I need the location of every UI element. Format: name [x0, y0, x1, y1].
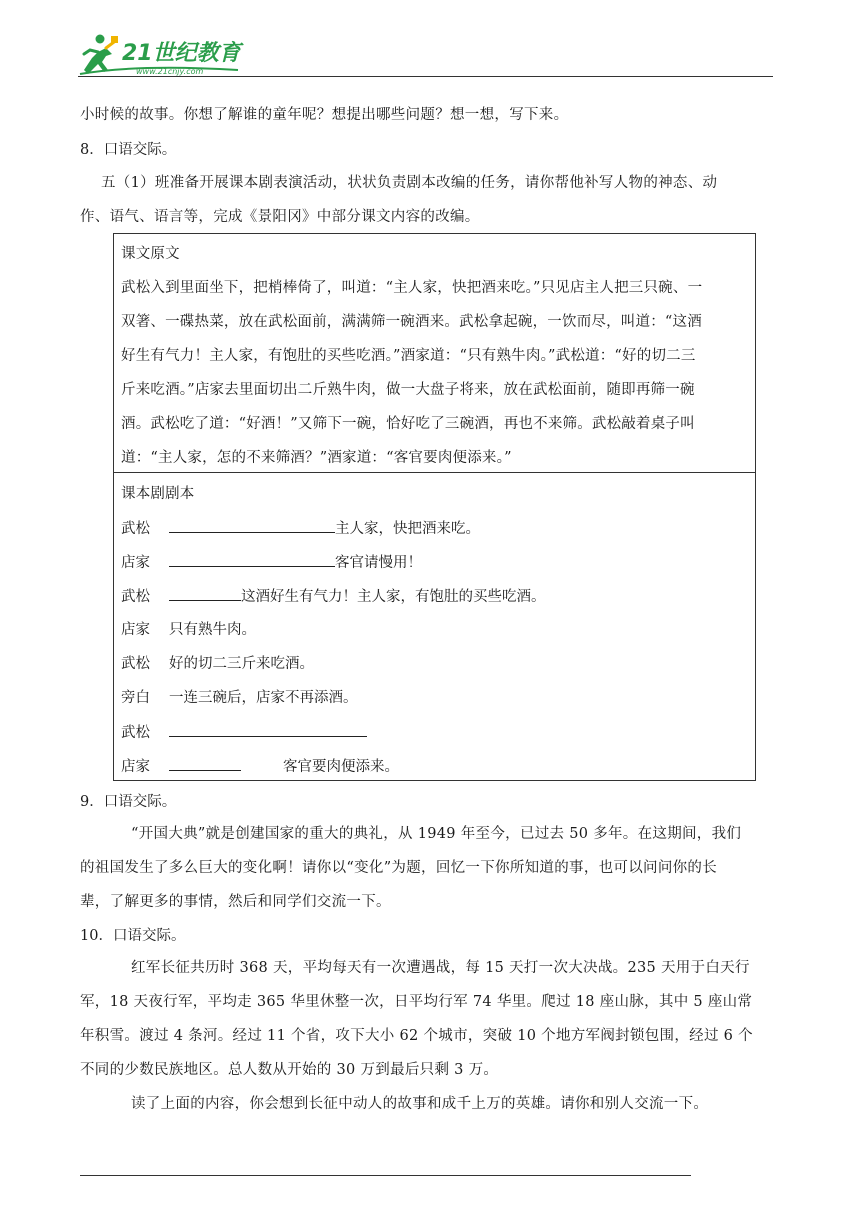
script-row: [121, 586, 546, 607]
script-row: [121, 620, 256, 640]
q9-number: 9．口语交际。: [80, 794, 177, 810]
page-header: [78, 30, 773, 80]
q10-number: 10．口语交际。: [80, 928, 186, 944]
answer-blank[interactable]: [169, 518, 335, 533]
q10-line: 年积雪。渡过 4 条河。经过 11 个省，攻下大小 62 个城市，突破 10 个地方军阀封锁包围，经过 6 个: [80, 1028, 753, 1044]
original-line: 酒。武松吃了道：“好酒！”又筛下一碗，恰好吃了三碗酒，再也不来筛。武松敲着桌子叫: [121, 416, 695, 432]
script-line: 好的切二三斤来吃酒。: [169, 656, 314, 672]
script-role: 武松: [121, 589, 150, 605]
original-line: 武松入到里面坐下，把梢棒倚了，叫道：“主人家，快把酒来吃。”只见店主人把三只碗、一: [121, 280, 703, 296]
script-line: 客官请慢用！: [335, 555, 422, 571]
logo-21cnjy: [78, 30, 253, 78]
script-row: [121, 518, 480, 539]
script-row: [121, 756, 399, 777]
script-title: 课本剧剧本: [121, 486, 195, 502]
answer-blank[interactable]: [169, 756, 241, 771]
header-rule: [78, 76, 773, 77]
original-line: 好生有气力！主人家，有饱肚的买些吃酒。”酒家道：“只有熟牛肉。”武松道：“好的切二三: [121, 348, 696, 364]
q10-line: 军，18 天夜行军，平均走 365 华里休整一次，日平均行军 74 华里。爬过 18 座山脉，其中 5 座山常: [80, 994, 753, 1010]
footer-rule: [80, 1175, 691, 1176]
script-role: 武松: [121, 521, 150, 537]
q9-line: “开国大典”就是创建国家的重大的典礼，从 1949 年至今，已过去 50 多年。在这期间，我们: [131, 826, 742, 842]
script-role: 店家: [121, 759, 150, 775]
q7-tail-text: 小时候的故事。你想了解谁的童年呢？想提出哪些问题？想一想，写下来。: [80, 107, 569, 123]
answer-blank[interactable]: [169, 722, 367, 737]
script-line: 主人家，快把酒来吃。: [335, 521, 480, 537]
script-role: 店家: [121, 555, 150, 571]
script-row: [121, 552, 422, 573]
script-line: 只有熟牛肉。: [169, 622, 256, 638]
q10-line: 读了上面的内容，你会想到长征中动人的故事和成千上万的英雄。请你和别人交流一下。: [131, 1096, 709, 1112]
script-row: [121, 722, 367, 743]
script-line: 客官要肉便添来。: [283, 759, 399, 775]
original-title: 课文原文: [121, 246, 180, 262]
svg-text:www.21cnjy.com: www.21cnjy.com: [136, 67, 204, 76]
table-divider: [114, 472, 755, 473]
script-role: 店家: [121, 622, 150, 638]
script-role: 旁白: [121, 690, 150, 706]
original-line: 双箸、一碟热菜，放在武松面前，满满筛一碗酒来。武松拿起碗，一饮而尽，叫道：“这酒: [121, 314, 702, 330]
q8-intro-line-1: 五（1）班准备开展课本剧表演活动，状状负责剧本改编的任务，请你帮他补写人物的神态、动: [101, 175, 718, 191]
q9-line: 的祖国发生了多么巨大的变化啊！请你以“变化”为题，回忆一下你所知道的事，也可以问问你的长: [80, 860, 718, 876]
q9-line: 辈，了解更多的事情，然后和同学们交流一下。: [80, 894, 391, 910]
q8-number: 8．口语交际。: [80, 142, 177, 158]
q10-line: 红军长征共历时 368 天，平均每天有一次遭遇战，每 15 天打一次大决战。235 天用于白天行: [131, 960, 750, 976]
script-table: [113, 233, 756, 781]
q8-intro-line-2: 作、语气、语言等，完成《景阳冈》中部分课文内容的改编。: [80, 209, 480, 225]
original-line: 斤来吃酒。”店家去里面切出二斤熟牛肉，做一大盘子将来，放在武松面前，随即再筛一碗: [121, 382, 695, 398]
script-line: 一连三碗后，店家不再添酒。: [169, 690, 358, 706]
original-line: 道：“主人家，怎的不来筛酒？”酒家道：“客官要肉便添来。”: [121, 450, 512, 466]
script-line: 这酒好生有气力！主人家，有饱肚的买些吃酒。: [241, 589, 546, 605]
script-role: 武松: [121, 656, 150, 672]
script-row: [121, 688, 358, 708]
svg-text:21世纪教育: 21世纪教育: [122, 41, 241, 66]
q10-line: 不同的少数民族地区。总人数从开始的 30 万到最后只剩 3 万。: [80, 1062, 499, 1078]
script-row: [121, 654, 314, 674]
answer-blank[interactable]: [169, 586, 241, 601]
answer-blank[interactable]: [169, 552, 335, 567]
script-role: 武松: [121, 725, 150, 741]
